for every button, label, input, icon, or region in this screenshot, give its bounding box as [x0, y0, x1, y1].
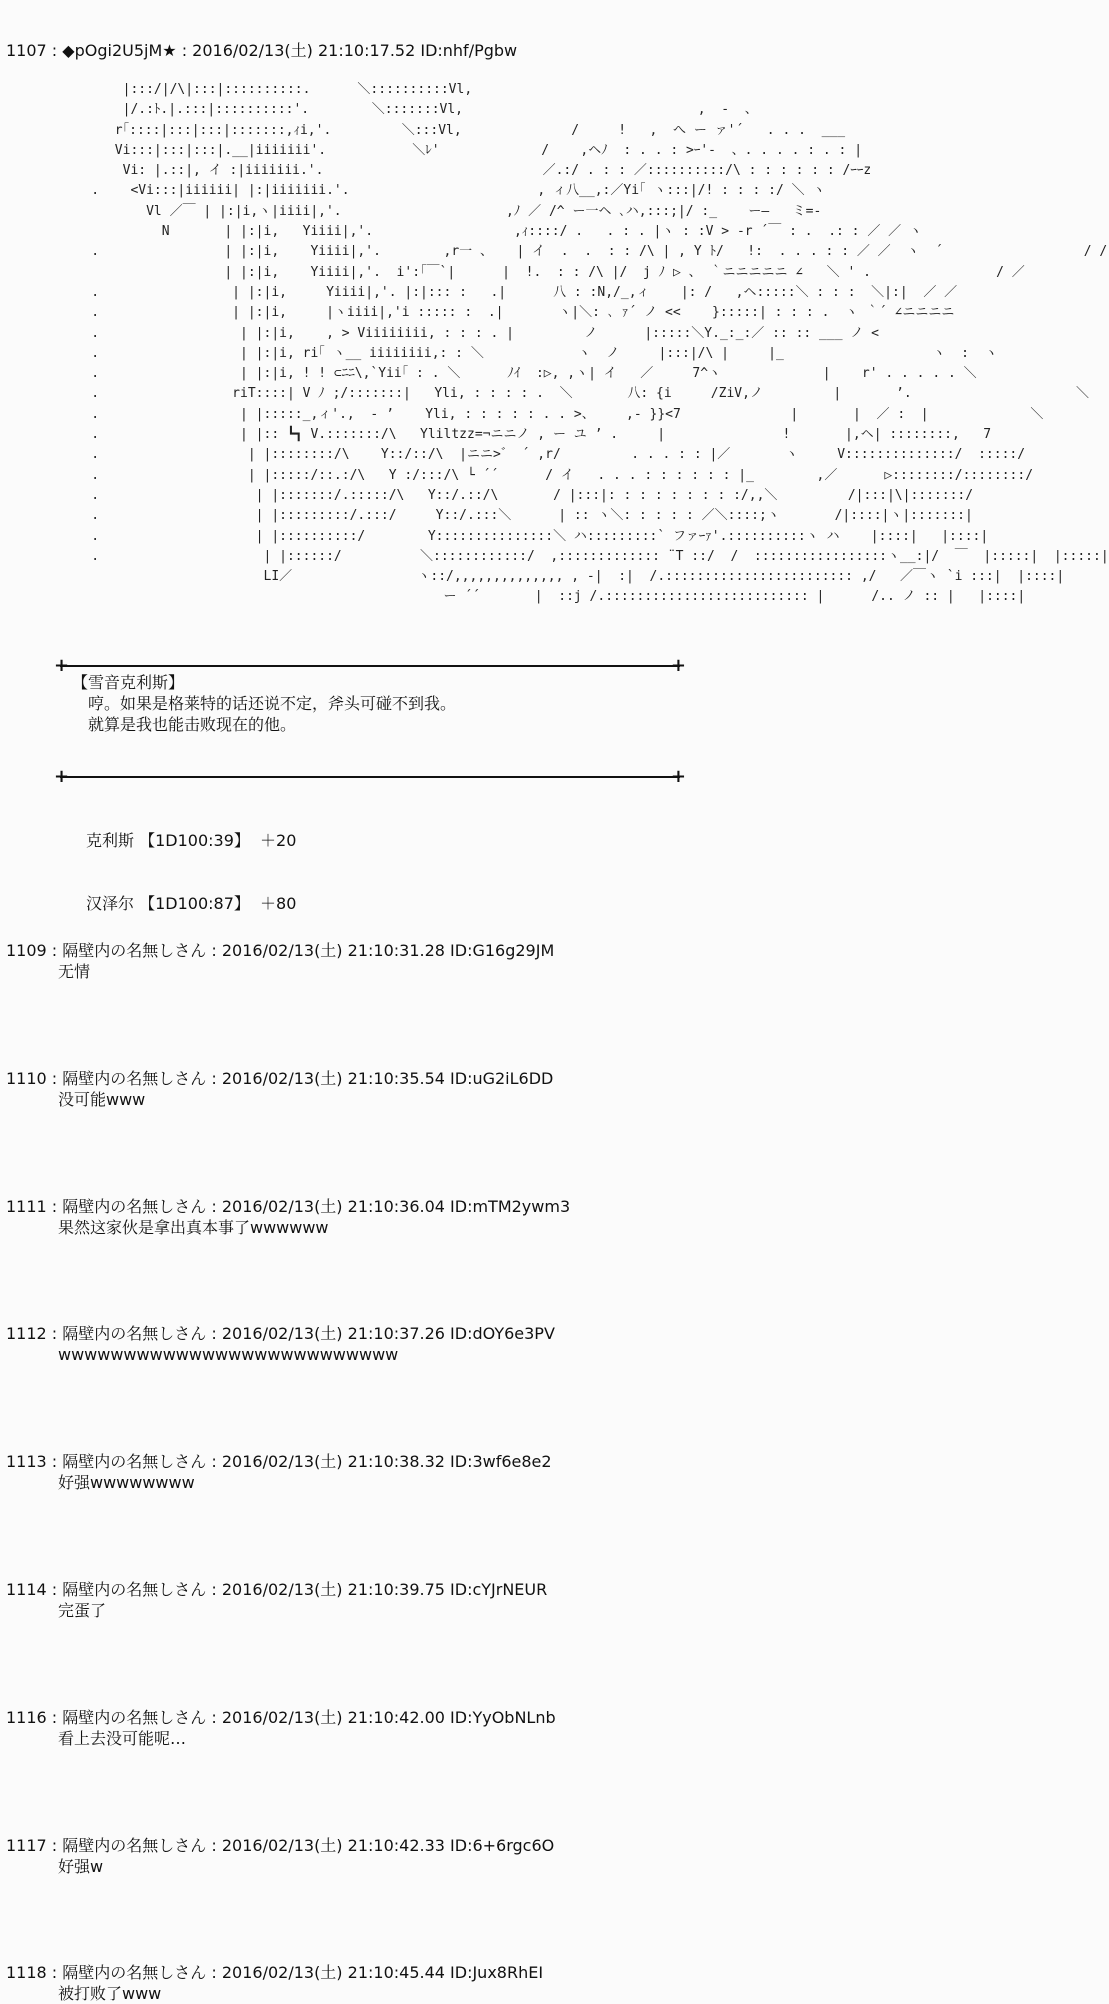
post-body: wwwwwwwwwwwwwwwwwwwwwwwwww [58, 1345, 399, 1364]
dice-rolls [86, 788, 296, 956]
post-header: 1117 : 隔壁内の名無しさん : 2016/02/13(土) 21:10:42.33 ID:6+6rgc6O [6, 1836, 555, 1855]
post-body: 好强wwwwwwww [58, 1473, 195, 1492]
divider-bottom [54, 766, 686, 787]
post-header: 1113 : 隔壁内の名無しさん : 2016/02/13(土) 21:10:38.32 ID:3wf6e8e2 [6, 1452, 552, 1471]
cross-mark-icon: + [670, 766, 686, 787]
cross-mark-icon: + [54, 655, 70, 676]
post-body: 没可能www [58, 1090, 146, 1109]
post-1117 [6, 1835, 554, 1877]
cross-mark-icon: + [54, 766, 70, 787]
speaker-name: 【雪音克利斯】 [72, 673, 185, 692]
dialogue-line: 就算是我也能击败现在的他。 [88, 715, 297, 734]
post-1107 [6, 40, 517, 61]
post-header: 1109 : 隔壁内の名無しさん : 2016/02/13(土) 21:10:31.28 ID:G16g29JM [6, 941, 555, 960]
post-header: 1116 : 隔壁内の名無しさん : 2016/02/13(土) 21:10:42.00 ID:YyObNLnb [6, 1708, 556, 1727]
post-body: 完蛋了 [58, 1601, 107, 1620]
post-body: 被打败了www [58, 1984, 162, 2003]
post-body: 果然这家伙是拿出真本事了wwwwww [58, 1218, 329, 1237]
post-1118 [6, 1962, 543, 2004]
post-1114 [6, 1579, 547, 1621]
post-header: 1114 : 隔壁内の名無しさん : 2016/02/13(土) 21:10:39.75 ID:cYJrNEUR [6, 1580, 548, 1599]
post-header: 1110 : 隔壁内の名無しさん : 2016/02/13(土) 21:10:35.54 ID:uG2iL6DD [6, 1069, 554, 1088]
ascii-art: |:::/|/\|:::|::::::::::. ＼::::::::::Vl, |/.:ﾄ.|.:::|::::::::::'. ＼:::::::Vl, , - 、 r｢::::|:::|:::|:::::::,ｨi,'. ＼:::Vl, / ! , へ ー ァ'´ . . . ___ Vi:::|:::|:::|.__|iiiiiii'. ＼ﾚ' / ,ヘﾉ : . . : >ｰ'- 、. . . . : . : | Vi: |.::|, イ :|iiiiiii.'. ／.:/ . : : ／::::::::::/\ : : : : : : /ｰｰz . <Vi:::|iiiiii| |:|iiiiiii.'. , ィ八__,:／Yi｢ ヽ:::|/! : : : :/ ＼ ヽ Vl ／￣ | |:|i,ヽ|iiii|,'. ,ﾉ ／ /^ ー一ヘ ､ハ,:::;|/ :_ ー― ミ=- N | |:|i, Yiiii|,'. ,ｨ::::/ . . : . |ヽ : :V > ‐r ´￣ : . .: : ／ ／ ヽ . | |:|i, Yiiii|,'. ,r一 、 | イ . . : : /\ | , Y ﾄ/ !: . . . : : ／ ／ ヽ ´ / / | |:|i, Yiiii|,'. i':｢￣`| | !. : : /\ |/ j ﾉ ▷ 、 ｀ニニニニニ ∠ ＼ ' . / ／ . | |:|i, Yiiii|,'. |:|::: : .| 八 : :N,/_,ィ |: / ,ヘ:::::＼ : : : ＼|:| ／ ／ . | |:|i, |ヽiiii|,'i ::::: : .| ヽ|＼: ､ ｧ´ ノ << }:::::| : : : . ヽ ｀´ ∠ニニニニ . | |:|i, , > Viiiiiiii, : : : . | ノ |:::::＼Y._:_:／ :: :: ___ ノ < . | |:|i, ri｢ ヽ__ iiiiiiii,: : ＼ ヽ ノ |:::|/\ | |_ ヽ : ヽ . | |:|i, ! ! ⊂ﾆﾆ\,`Yii｢ : . ＼ ﾉｲ :▷, ,ヽ| イ ／ 7^ヽ | r' . . . . . ＼ . riT::::| V ﾉ ;/:::::::| Yli, : : : : . ＼ 八: {i /ZiV,ノ | ’. ＼ . | |:::::_,ィ'., ‐ ’ Yli, : : : : : . . >、 ,‐ }}<7 | | ／ : | ＼ . | |:: ┗┓ V.:::::::/\ Yliltzz=¬ニニノ , ー ユ ’ . | ! |,ヘ| ::::::::, 7 . | |::::::::/\ Y::/::/\ |ニニ>゛ ´ ,r/ . . . : : |／ ヽ V::::::::::::::/ :::::/ . | |:::::/::.:/\ Y :/:::/\ └ ´´ / イ . . . : : : : : : |_ ,／ ▷::::::::/::::::::/ . | |:::::::/.:::::/\ Y::/.::/\ / |:::|: : : : : : : : :/,,＼ /|:::|\|:::::::/ . | |:::::::::/.:::/ Y::/.:::＼ | :: ヽ＼: : : : : ／＼::::;ヽ /|::::|ヽ|:::::::| . | |::::::::::/ Y:::::::::::::::＼ ハ:::::::::` ファｰｧ'.::::::::::ヽ ハ |::::| |::::| . | |::::::/ ＼::::::::::::/ ,::::::::::::: ¨T ::/ / :::::::::::::::::ヽ__:|/ ￣ |:::::| |:::::| LI／ ヽ::/,,,,,,,,,,,,,, , -| :| /.:::::::::::::::::::::::: ,/ ／￣ヽ `i :::| |::::| ー ´´ | ::j /.:::::::::::::::::::::::::: | /.. ノ :: | |::::| [91, 82, 1109, 605]
post-1113 [6, 1451, 552, 1493]
post-header: 1111 : 隔壁内の名無しさん : 2016/02/13(土) 21:10:36.04 ID:mTM2ywm3 [6, 1197, 571, 1216]
dice-roll: 克利斯 【1D100:39】 ＋20 [86, 831, 297, 850]
post-1110 [6, 1068, 553, 1110]
dialogue-block [72, 672, 456, 735]
post-body: 好强w [58, 1857, 104, 1876]
post-1116 [6, 1707, 556, 1749]
post-body: 无情 [58, 962, 91, 981]
post-body: 看上去没可能呢… [58, 1729, 187, 1748]
post-1111 [6, 1196, 570, 1238]
post-1112 [6, 1323, 555, 1365]
cross-mark-icon: + [670, 655, 686, 676]
divider-top [54, 655, 686, 676]
post-header: 1118 : 隔壁内の名無しさん : 2016/02/13(土) 21:10:45.44 ID:Jux8RhEI [6, 1963, 544, 1982]
dialogue-line: 哼。如果是格莱特的话还说不定，斧头可碰不到我。 [88, 694, 457, 713]
post-1109 [6, 940, 554, 982]
dice-roll: 汉泽尔 【1D100:87】 ＋80 [86, 894, 297, 913]
post-header: 1112 : 隔壁内の名無しさん : 2016/02/13(土) 21:10:37.26 ID:dOY6e3PV [6, 1324, 555, 1343]
post-header: 1107 : ◆pOgi2U5jM★ : 2016/02/13(土) 21:10:17.52 ID:nhf/Pgbw [6, 41, 518, 60]
